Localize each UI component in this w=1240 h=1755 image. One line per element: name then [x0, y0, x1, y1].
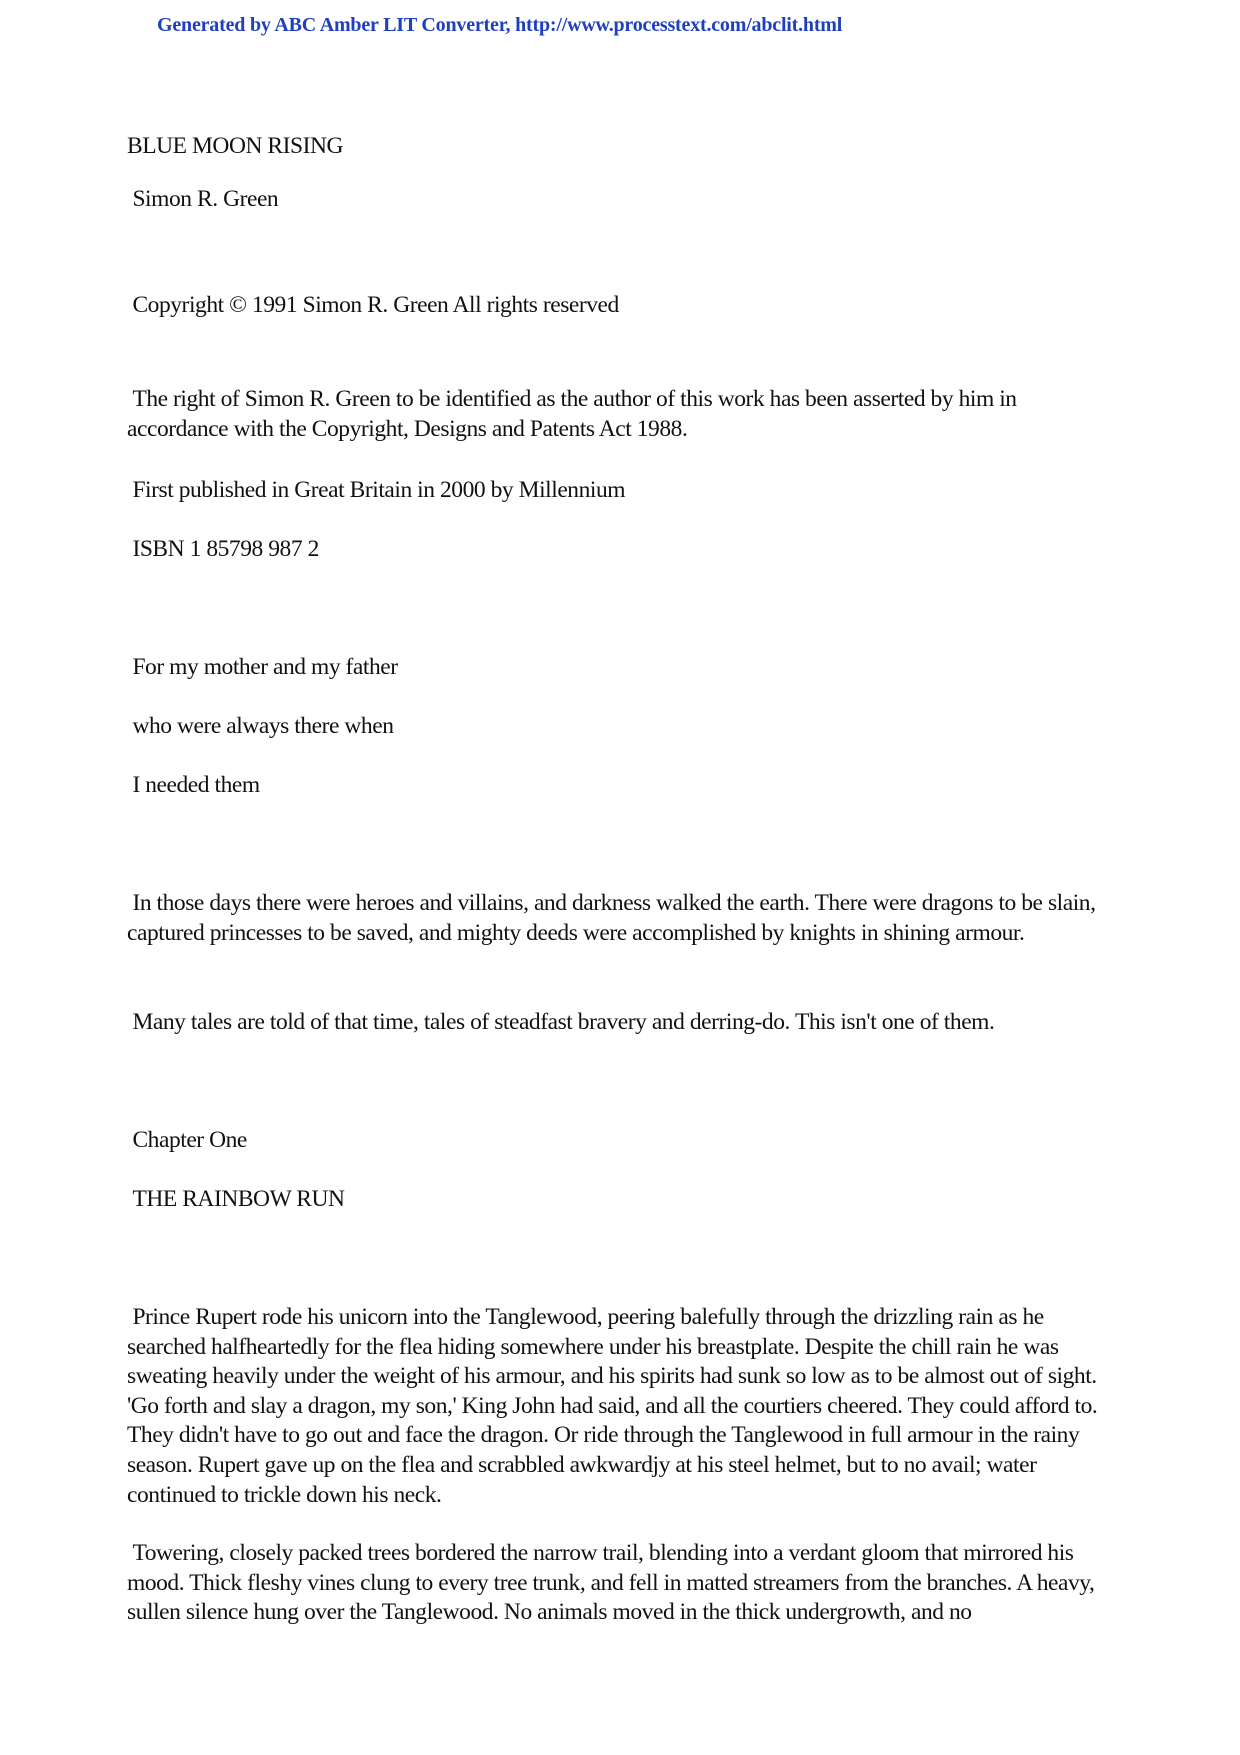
copyright-text: Copyright © 1991 Simon R. Green All rights reserved — [132, 292, 619, 318]
chapter-number-text: Chapter One — [132, 1127, 247, 1153]
prologue-paragraph-2 — [127, 1008, 1117, 1038]
dedication-line-1 — [127, 653, 1117, 683]
generator-link[interactable]: Generated by ABC Amber LIT Converter, http://www.processtext.com/abclit.html — [157, 14, 843, 36]
dedication-line-2 — [127, 712, 1117, 742]
book-title: BLUE MOON RISING — [127, 133, 344, 159]
dedication-line-1-text: For my mother and my father — [132, 654, 398, 680]
copyright-line — [127, 291, 1117, 321]
chapter-number — [127, 1126, 1117, 1156]
chapter-title-text: THE RAINBOW RUN — [132, 1186, 345, 1212]
book-author — [127, 185, 1117, 215]
isbn-line — [127, 535, 1117, 565]
chapter-paragraph-1 — [127, 1303, 1117, 1510]
publication-text: First published in Great Britain in 2000 by Millennium — [132, 477, 626, 503]
prologue-paragraph-1 — [127, 889, 1117, 948]
prologue-paragraph-1-text: In those days there were heroes and villains, and darkness walked the earth. There were dragons to be slain, captured princesses to be saved, and mighty deeds were accomplished by knights in shining armour. — [127, 890, 1096, 946]
publication-line — [127, 476, 1117, 506]
book-author-text: Simon R. Green — [132, 186, 279, 212]
chapter-paragraph-2-text: Towering, closely packed trees bordered the narrow trail, blending into a verdant gloom that mirrored his mood. Thick fleshy vines clung to every tree trunk, and fell in matted streamers from the branches. A heavy, sullen silence hung over the Tanglewood. No animals moved in the thick undergrowth, and no — [127, 1540, 1095, 1626]
isbn-text: ISBN 1 85798 987 2 — [132, 536, 319, 562]
dedication-line-3-text: I needed them — [132, 772, 260, 798]
chapter-paragraph-2 — [127, 1539, 1117, 1628]
dedication-line-3 — [127, 771, 1117, 801]
prologue-paragraph-2-text: Many tales are told of that time, tales of steadfast bravery and derring-do. This isn't one of them. — [132, 1009, 995, 1035]
rights-statement — [127, 385, 1117, 444]
dedication-line-2-text: who were always there when — [132, 713, 394, 739]
rights-statement-text: The right of Simon R. Green to be identified as the author of this work has been asserted by him in accordance with the Copyright, Designs and Patents Act 1988. — [127, 386, 1017, 442]
chapter-paragraph-1-text: Prince Rupert rode his unicorn into the Tanglewood, peering balefully through the drizzling rain as he searched halfheartedly for the flea hiding somewhere under his breastplate. Despite the chill rain he was sweating heavily under the weight of his armour, and his spirits had sunk so low as to be almost out of sight. 'Go forth and slay a dragon, my son,' King John had said, and all the courtiers cheered. They could afford to. They didn't have to go out and face the dragon. Or ride through the Tanglewood in full armour in the rainy season. Rupert gave up on the flea and scrabbled awkwardjy at his steel helmet, but to no avail; water continued to trickle down his neck. — [127, 1304, 1098, 1508]
chapter-title — [127, 1185, 1117, 1215]
